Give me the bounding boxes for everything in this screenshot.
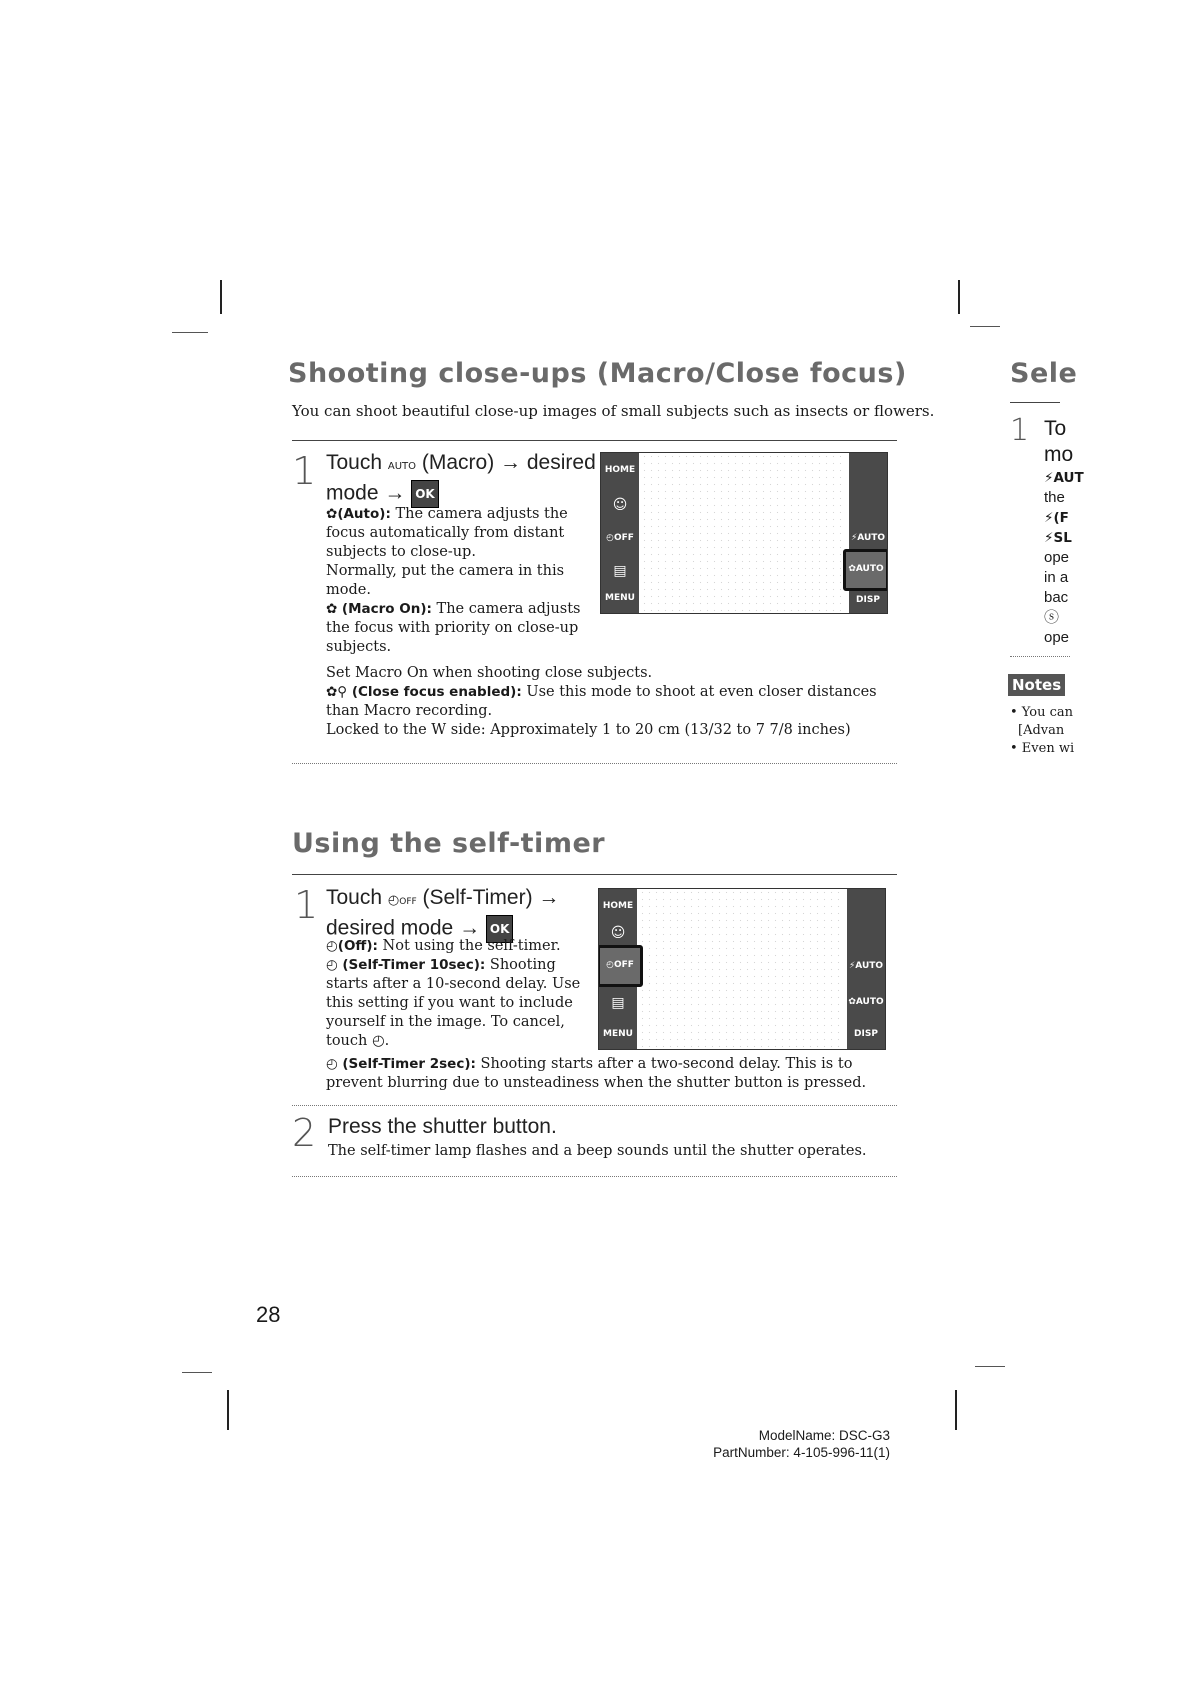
timer-2sec-icon: ◴ bbox=[326, 1056, 338, 1072]
step-rule bbox=[1010, 656, 1070, 657]
macro-tab-highlight[interactable] bbox=[843, 549, 888, 591]
step-number: 2 bbox=[292, 1111, 317, 1155]
screen-preview bbox=[641, 453, 847, 613]
macro-normally-text: Normally, put the camera in this mode. bbox=[326, 563, 565, 598]
self-timer-descriptions bbox=[326, 937, 581, 1051]
step-heading-prefix: Touch bbox=[326, 886, 383, 909]
next-page-title-fragment: Sele bbox=[1010, 358, 1078, 389]
step-text: The self-timer lamp flashes and a beep sounds until the shutter operates. bbox=[328, 1143, 867, 1159]
self-timer-off-icon-text: OFF bbox=[399, 897, 417, 907]
smile-tab[interactable]: ☺ bbox=[610, 925, 626, 941]
macro-auto-tab[interactable]: ✿AUTO bbox=[848, 564, 884, 574]
right-line: ⓢ bbox=[1044, 609, 1060, 626]
timer-off-icon: ◴ bbox=[326, 938, 338, 954]
section-rule bbox=[1010, 402, 1060, 403]
close-focus-icon: ✿⚲ bbox=[326, 684, 348, 700]
step-number: 1 bbox=[1010, 413, 1030, 448]
screen-preview bbox=[639, 889, 845, 1049]
macro-on-text: The camera adjusts the focus with priority on close-up subjects. bbox=[326, 601, 581, 655]
timer-off-text: Not using the self-timer. bbox=[382, 938, 561, 954]
note-line: • You can bbox=[1010, 705, 1073, 720]
note-line: • Even wi bbox=[1010, 741, 1075, 756]
right-line: the bbox=[1044, 489, 1065, 506]
camera-screen-macro bbox=[600, 452, 888, 614]
right-line: mo bbox=[1044, 443, 1074, 466]
close-focus-item bbox=[326, 683, 896, 721]
display-mode-tab[interactable]: ▤ bbox=[613, 563, 627, 579]
section-intro-macro: You can shoot beautiful close-up images of small subjects such as insects or flowers. bbox=[292, 402, 935, 420]
timer-2sec-text: Shooting starts after a two-second delay. This is to prevent blurring due to unsteadiness when the shutter button is pressed. bbox=[326, 1056, 867, 1091]
step-heading bbox=[326, 450, 596, 508]
home-tab[interactable]: HOME bbox=[602, 901, 634, 911]
macro-extra-descriptions bbox=[326, 664, 896, 740]
right-line: ⚡AUT bbox=[1044, 470, 1084, 486]
step-rule bbox=[292, 1105, 897, 1106]
macro-mode-descriptions bbox=[326, 505, 591, 657]
macro-on-label: (Macro On): bbox=[341, 601, 432, 617]
right-line: To bbox=[1044, 417, 1067, 440]
timer-10sec-text: Shooting starts after a 10-second delay. Use this setting if you want to include yourself in the image. To cancel, touch bbox=[326, 957, 581, 1049]
step-heading-middle: (Self-Timer) → bbox=[422, 886, 560, 909]
smile-tab[interactable]: ☺ bbox=[612, 497, 628, 513]
timer-10sec-icon: ◴ bbox=[326, 957, 338, 973]
ok-button-icon: OK bbox=[411, 480, 439, 508]
step-heading-prefix: Touch bbox=[326, 451, 383, 474]
close-focus-text: Use this mode to shoot at even closer distances than Macro recording. bbox=[326, 684, 877, 719]
flash-auto-tab[interactable]: ⚡AUTO bbox=[848, 961, 884, 971]
timer-2sec-item bbox=[326, 1055, 896, 1093]
self-timer-tab[interactable]: ◴OFF bbox=[606, 960, 634, 970]
timer-off-label: (Off): bbox=[337, 938, 378, 954]
crop-mark bbox=[220, 280, 222, 314]
crop-mark bbox=[975, 1366, 1005, 1367]
menu-tab[interactable]: MENU bbox=[603, 1029, 633, 1039]
menu-tab[interactable]: MENU bbox=[605, 593, 635, 603]
notes-list bbox=[1010, 704, 1075, 758]
macro-auto-tab[interactable]: ✿AUTO bbox=[848, 997, 884, 1007]
crop-mark bbox=[182, 1372, 212, 1373]
self-timer-tab[interactable]: ◴OFF bbox=[606, 533, 634, 543]
crop-mark bbox=[227, 1390, 229, 1430]
timer-10sec-item bbox=[326, 956, 581, 1051]
crop-mark bbox=[958, 280, 960, 314]
crop-mark bbox=[970, 326, 1000, 327]
right-line: ⚡SL bbox=[1044, 530, 1072, 546]
timer-2sec-label: (Self-Timer 2sec): bbox=[342, 1056, 476, 1072]
self-timer-off-icon: ◴OFF bbox=[387, 893, 417, 908]
step-number: 1 bbox=[292, 449, 317, 493]
crop-mark bbox=[172, 332, 208, 333]
section-rule bbox=[292, 874, 897, 875]
disp-tab[interactable]: DISP bbox=[856, 595, 880, 605]
step-heading-middle: (Macro) → desired bbox=[421, 451, 596, 474]
notes-badge: Notes bbox=[1008, 674, 1065, 696]
page-number: 28 bbox=[256, 1302, 281, 1327]
macro-auto-item bbox=[326, 505, 591, 562]
step-rule bbox=[292, 763, 897, 764]
flash-auto-tab[interactable]: ⚡AUTO bbox=[850, 533, 886, 543]
macro-auto-label: (Auto): bbox=[337, 506, 391, 522]
right-line: ope bbox=[1044, 549, 1070, 566]
display-mode-tab[interactable]: ▤ bbox=[611, 995, 625, 1011]
footer bbox=[640, 1427, 890, 1461]
camera-screen-self-timer bbox=[598, 888, 886, 1050]
crop-mark bbox=[955, 1390, 957, 1430]
timer-off-item bbox=[326, 937, 581, 956]
step-heading-line2: desired mode → bbox=[326, 916, 481, 940]
self-timer-tab-highlight[interactable] bbox=[598, 945, 643, 987]
note-line: [Advan bbox=[1018, 723, 1065, 738]
section-rule bbox=[292, 440, 897, 441]
right-column-text bbox=[1044, 416, 1104, 648]
macro-on-icon: ✿ bbox=[326, 601, 338, 617]
step-heading-line2: mode → bbox=[326, 481, 406, 505]
right-line: ope bbox=[1044, 629, 1070, 646]
step-heading bbox=[326, 885, 586, 943]
timer-10sec-label: (Self-Timer 10sec): bbox=[342, 957, 486, 973]
part-number: PartNumber: 4-105-996-11(1) bbox=[713, 1445, 890, 1460]
disp-tab[interactable]: DISP bbox=[854, 1029, 878, 1039]
section-title-self-timer: Using the self-timer bbox=[292, 828, 606, 859]
close-focus-label: (Close focus enabled): bbox=[351, 684, 522, 700]
locked-text: Locked to the W side: Approximately 1 to 20 cm (13/32 to 7 7/8 inches) bbox=[326, 722, 851, 738]
set-macro-text: Set Macro On when shooting close subjects. bbox=[326, 665, 653, 681]
macro-on-item bbox=[326, 600, 591, 657]
macro-auto-text: The camera adjusts the focus automatically from distant subjects to close-up. bbox=[326, 506, 568, 560]
right-line: in a bbox=[1044, 569, 1069, 586]
right-line: bac bbox=[1044, 589, 1069, 606]
right-line: ⚡(F bbox=[1044, 510, 1069, 526]
model-name: ModelName: DSC-G3 bbox=[758, 1428, 890, 1443]
step-rule bbox=[292, 1176, 897, 1177]
step-number: 1 bbox=[294, 883, 319, 927]
ok-button-icon: OK bbox=[486, 915, 514, 943]
home-tab[interactable]: HOME bbox=[604, 465, 636, 475]
timer-10sec-cancel-icon: ◴. bbox=[371, 1033, 390, 1049]
section-title-macro: Shooting close-ups (Macro/Close focus) bbox=[288, 358, 907, 389]
macro-auto-icon: AUTO bbox=[387, 461, 417, 472]
step-heading: Press the shutter button. bbox=[328, 1115, 557, 1138]
macro-auto-icon: ✿ bbox=[326, 506, 338, 522]
